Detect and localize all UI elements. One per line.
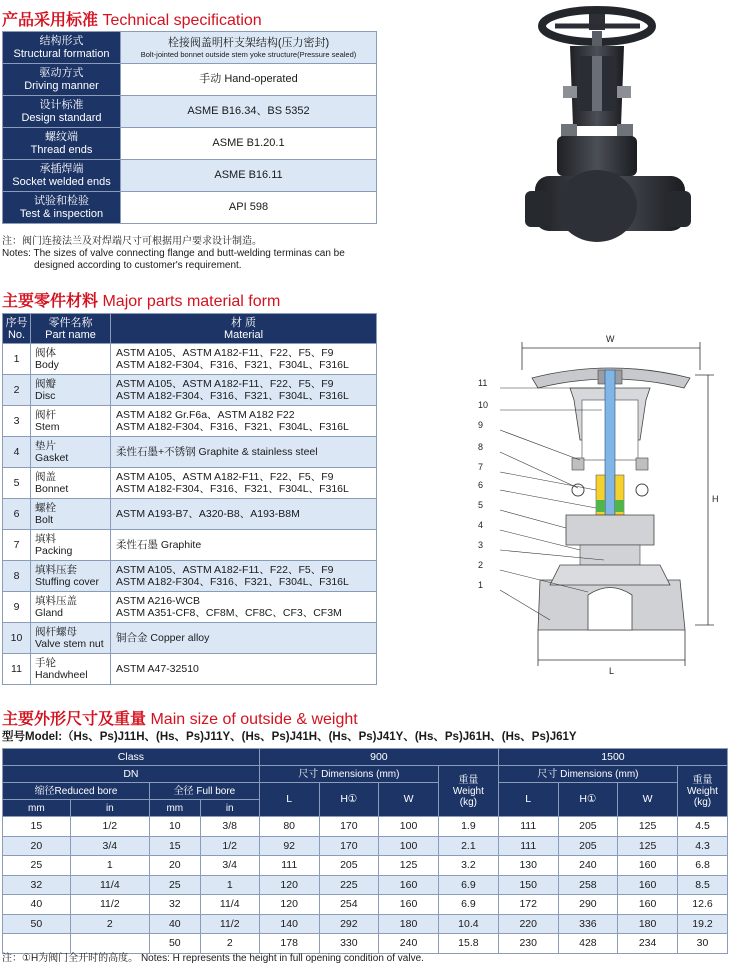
size-cell: 3/8 [200, 817, 259, 837]
part-no: 1 [3, 344, 31, 375]
spec-row [3, 160, 377, 192]
size-cell: 111 [498, 836, 558, 856]
size-cell [3, 934, 71, 954]
header-in-full: in [200, 800, 259, 817]
size-cell: 80 [259, 817, 319, 837]
size-cell: 4.5 [678, 817, 728, 837]
part-no: 6 [3, 499, 31, 530]
spec-label: 承插焊端 Socket welded ends [3, 160, 121, 192]
size-cell: 25 [3, 856, 71, 876]
col-no: 序号 No. [3, 314, 31, 344]
spec-label: 设计标准 Design standard [3, 96, 121, 128]
size-cell: 12.6 [678, 895, 728, 915]
part-name: 填料压盖 Gland [31, 592, 111, 623]
size-cell: 180 [618, 914, 678, 934]
part-no: 7 [3, 530, 31, 561]
spec-row [3, 128, 377, 160]
size-cell: 330 [319, 934, 379, 954]
size-cell: 32 [3, 875, 71, 895]
size-cell: 11/4 [70, 875, 149, 895]
part-material: 柔性石墨 Graphite [111, 530, 377, 561]
size-cell: 336 [558, 914, 618, 934]
part-row [3, 468, 377, 499]
size-cell: 10 [149, 817, 200, 837]
size-cell: 225 [319, 875, 379, 895]
header-l-1500: L [498, 783, 558, 817]
size-cell: 140 [259, 914, 319, 934]
valve-photo [525, 6, 695, 256]
size-row [3, 817, 728, 837]
part-callout-5: 5 [478, 500, 484, 510]
part-material: ASTM A105、ASTM A182-F11、F22、F5、F9 ASTM A182-F304、F316、F321、F304L、F316L [111, 344, 377, 375]
part-row [3, 592, 377, 623]
size-row [3, 914, 728, 934]
part-callout-9: 9 [478, 420, 484, 430]
part-name: 垫片 Gasket [31, 437, 111, 468]
header-class: Class [3, 749, 260, 766]
part-name: 阀体 Body [31, 344, 111, 375]
dim-h-label: H [712, 494, 719, 504]
part-no: 2 [3, 375, 31, 406]
size-cell: 32 [149, 895, 200, 915]
size-cell: 6.9 [438, 895, 498, 915]
part-callout-2: 2 [478, 560, 484, 570]
part-row [3, 561, 377, 592]
size-cell: 2 [200, 934, 259, 954]
dim-w-label: W [606, 334, 615, 344]
size-cell: 4.3 [678, 836, 728, 856]
size-cell: 3.2 [438, 856, 498, 876]
part-material: ASTM A47-32510 [111, 654, 377, 685]
spec-title: 产品采用标准 Technical specification [2, 12, 262, 29]
size-cell: 92 [259, 836, 319, 856]
size-cell: 258 [558, 875, 618, 895]
size-cell: 150 [498, 875, 558, 895]
size-cell: 11/2 [200, 914, 259, 934]
size-cell: 50 [3, 914, 71, 934]
header-dims-900: 尺寸 Dimensions (mm) [259, 766, 438, 783]
size-cell: 111 [259, 856, 319, 876]
header-h-1500: H① [558, 783, 618, 817]
size-row [3, 856, 728, 876]
header-w-1500: W [618, 783, 678, 817]
size-row [3, 895, 728, 915]
size-cell: 11/2 [70, 895, 149, 915]
size-cell: 254 [319, 895, 379, 915]
header-mm-reduced: mm [3, 800, 71, 817]
size-cell: 125 [618, 817, 678, 837]
part-name: 阀盖 Bonnet [31, 468, 111, 499]
size-cell: 125 [618, 836, 678, 856]
part-material: 铜合金 Copper alloy [111, 623, 377, 654]
size-cell: 240 [379, 934, 439, 954]
part-callout-10: 10 [478, 400, 489, 410]
size-cell: 20 [149, 856, 200, 876]
part-name: 螺栓 Bolt [31, 499, 111, 530]
size-cell: 1/2 [200, 836, 259, 856]
size-cell: 30 [678, 934, 728, 954]
header-weight-900: 重量 Weight (kg) [438, 766, 498, 817]
part-name: 手轮 Handwheel [31, 654, 111, 685]
header-class-1500: 1500 [498, 749, 727, 766]
parts-title: 主要零件材料 Major parts material form [2, 293, 281, 310]
part-material: ASTM A105、ASTM A182-F11、F22、F5、F9 ASTM A182-F304、F316、F321、F304L、F316L [111, 561, 377, 592]
spec-label: 驱动方式 Driving manner [3, 64, 121, 96]
size-cell: 15 [149, 836, 200, 856]
size-cell: 234 [618, 934, 678, 954]
size-cell: 2 [70, 914, 149, 934]
size-cell: 290 [558, 895, 618, 915]
size-cell: 160 [618, 895, 678, 915]
header-w-900: W [379, 783, 439, 817]
header-dims-1500: 尺寸 Dimensions (mm) [498, 766, 677, 783]
part-no: 3 [3, 406, 31, 437]
size-cell: 205 [558, 817, 618, 837]
size-cell: 125 [379, 856, 439, 876]
part-row [3, 344, 377, 375]
part-material: ASTM A182 Gr.F6a、ASTM A182 F22 ASTM A182-F304、F316、F321、F304L、F316L [111, 406, 377, 437]
size-cell: 40 [3, 895, 71, 915]
size-cell: 170 [319, 817, 379, 837]
size-cell: 172 [498, 895, 558, 915]
part-material: ASTM A216-WCB ASTM A351-CF8、CF8M、CF8C、CF3、CF3M [111, 592, 377, 623]
size-cell: 19.2 [678, 914, 728, 934]
spec-note: 注：阀门连接法兰及对焊端尺寸可根据用户要求设计制造。 Notes: The sizes of valve connecting flange and butt-welding terminas can be designed according to customer's requirement. [2, 236, 345, 271]
part-callout-6: 6 [478, 480, 484, 490]
size-cell: 1/2 [70, 817, 149, 837]
size-cell: 111 [498, 817, 558, 837]
size-cell: 3/4 [200, 856, 259, 876]
header-in-reduced: in [70, 800, 149, 817]
header-weight-1500: 重量 Weight (kg) [678, 766, 728, 817]
part-row [3, 499, 377, 530]
size-title: 主要外形尺寸及重量 Main size of outside & weight [2, 711, 358, 728]
size-cell: 11/4 [200, 895, 259, 915]
spec-value: ASME B16.11 [121, 160, 377, 192]
spec-label: 试验和检验 Test & inspection [3, 192, 121, 224]
header-class-900: 900 [259, 749, 498, 766]
size-cell: 205 [558, 836, 618, 856]
spec-label: 结构形式 Structural formation [3, 32, 121, 64]
size-cell [70, 934, 149, 954]
part-row [3, 437, 377, 468]
header-dn: DN [3, 766, 260, 783]
size-cell: 160 [379, 895, 439, 915]
size-table [2, 748, 728, 954]
part-material: ASTM A193-B7、A320-B8、A193-B8M [111, 499, 377, 530]
spec-label: 螺纹端 Thread ends [3, 128, 121, 160]
spec-value: API 598 [121, 192, 377, 224]
header-full-bore: 全径 Full bore [149, 783, 259, 800]
size-cell: 6.9 [438, 875, 498, 895]
size-cell: 130 [498, 856, 558, 876]
size-cell: 170 [319, 836, 379, 856]
size-note: 注：①H为阀门全开时的高度。 Notes: H represents the height in full opening condition of valve. [2, 953, 424, 964]
spec-value: 栓接阀盖明杆支架结构(压力密封) Bolt-jointed bonnet outside stem yoke structure(Pressure sealed) [121, 32, 377, 64]
size-cell: 40 [149, 914, 200, 934]
size-cell: 1 [70, 856, 149, 876]
part-name: 填料 Packing [31, 530, 111, 561]
spec-row [3, 192, 377, 224]
part-callout-1: 1 [478, 580, 484, 590]
part-no: 4 [3, 437, 31, 468]
size-cell: 1.9 [438, 817, 498, 837]
part-no: 9 [3, 592, 31, 623]
size-cell: 240 [558, 856, 618, 876]
header-reduced-bore: 缩径Reduced bore [3, 783, 150, 800]
size-cell: 220 [498, 914, 558, 934]
part-callout-3: 3 [478, 540, 484, 550]
size-cell: 50 [149, 934, 200, 954]
col-material: 材 质 Material [111, 314, 377, 344]
size-cell: 292 [319, 914, 379, 934]
size-row [3, 934, 728, 954]
size-cell: 120 [259, 875, 319, 895]
size-cell: 20 [3, 836, 71, 856]
part-row [3, 623, 377, 654]
dim-l-label: L [609, 666, 615, 676]
header-mm-full: mm [149, 800, 200, 817]
col-part-name: 零件名称 Part name [31, 314, 111, 344]
part-material: 柔性石墨+不锈钢 Graphite & stainless steel [111, 437, 377, 468]
part-name: 阀杆螺母 Valve stem nut [31, 623, 111, 654]
size-cell: 3/4 [70, 836, 149, 856]
part-callout-8: 8 [478, 442, 484, 452]
model-line: 型号Model:（Hs、Ps)J11H、(Hs、Ps)J11Y、(Hs、Ps)J41H、(Hs、Ps)J41Y、(Hs、Ps)J61H、(Hs、Ps)J61Y [2, 731, 577, 743]
size-cell: 100 [379, 836, 439, 856]
parts-table [2, 313, 377, 685]
size-cell: 15.8 [438, 934, 498, 954]
part-callout-4: 4 [478, 520, 484, 530]
part-row [3, 406, 377, 437]
part-material: ASTM A105、ASTM A182-F11、F22、F5、F9 ASTM A182-F304、F316、F321、F304L、F316L [111, 468, 377, 499]
part-no: 11 [3, 654, 31, 685]
part-material: ASTM A105、ASTM A182-F11、F22、F5、F9 ASTM A182-F304、F316、F321、F304L、F316L [111, 375, 377, 406]
spec-row [3, 96, 377, 128]
part-row [3, 375, 377, 406]
part-no: 8 [3, 561, 31, 592]
spec-row [3, 64, 377, 96]
size-cell: 428 [558, 934, 618, 954]
valve-section-drawing [470, 330, 720, 685]
part-name: 填料压套 Stuffing cover [31, 561, 111, 592]
size-cell: 160 [379, 875, 439, 895]
size-cell: 120 [259, 895, 319, 915]
part-no: 10 [3, 623, 31, 654]
size-cell: 160 [618, 875, 678, 895]
size-cell: 2.1 [438, 836, 498, 856]
size-row [3, 875, 728, 895]
size-cell: 205 [319, 856, 379, 876]
part-row [3, 654, 377, 685]
part-callout-7: 7 [478, 462, 484, 472]
header-h-900: H① [319, 783, 379, 817]
part-name: 阀杆 Stem [31, 406, 111, 437]
spec-value: ASME B16.34、BS 5352 [121, 96, 377, 128]
spec-value: ASME B1.20.1 [121, 128, 377, 160]
size-cell: 1 [200, 875, 259, 895]
size-cell: 15 [3, 817, 71, 837]
size-cell: 25 [149, 875, 200, 895]
spec-table [2, 31, 377, 224]
spec-row [3, 32, 377, 64]
size-cell: 178 [259, 934, 319, 954]
size-cell: 10.4 [438, 914, 498, 934]
size-cell: 230 [498, 934, 558, 954]
size-cell: 100 [379, 817, 439, 837]
header-l-900: L [259, 783, 319, 817]
part-callout-11: 11 [478, 378, 488, 388]
size-cell: 180 [379, 914, 439, 934]
spec-value: 手动 Hand-operated [121, 64, 377, 96]
part-no: 5 [3, 468, 31, 499]
part-row [3, 530, 377, 561]
part-name: 阀瓣 Disc [31, 375, 111, 406]
size-cell: 8.5 [678, 875, 728, 895]
size-row [3, 836, 728, 856]
size-cell: 6.8 [678, 856, 728, 876]
size-cell: 160 [618, 856, 678, 876]
